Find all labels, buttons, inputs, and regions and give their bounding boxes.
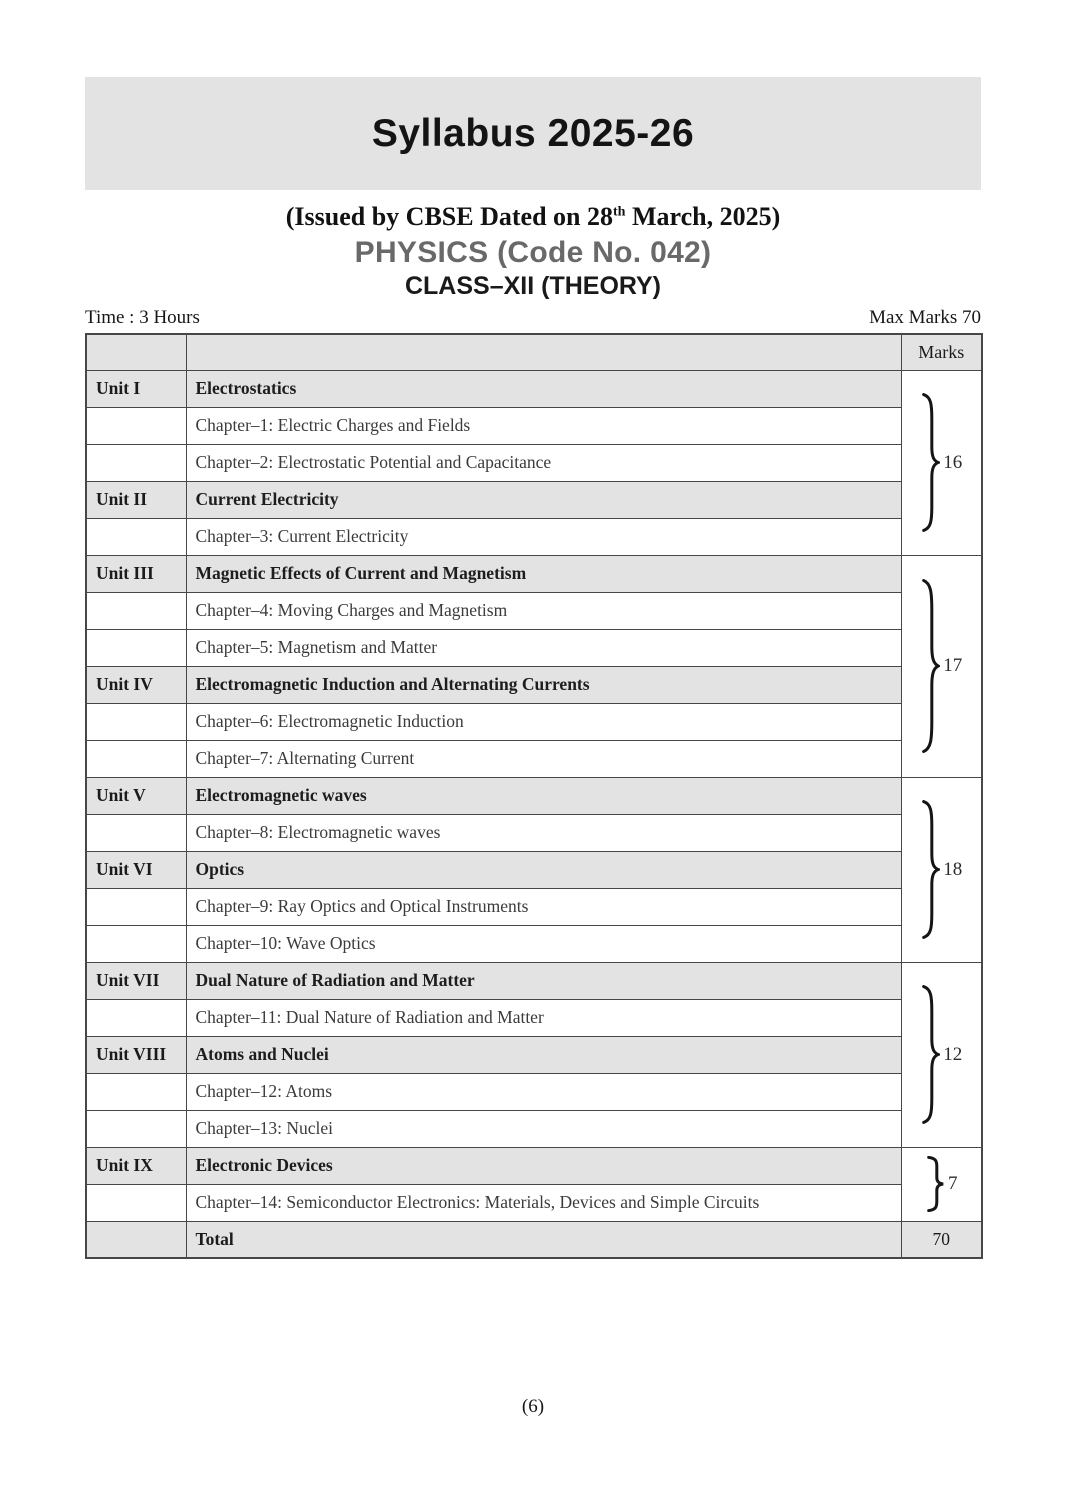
total-marks-cell: 70 — [901, 1221, 982, 1258]
unit-cell: Unit III — [86, 555, 186, 592]
marks-group-cell — [901, 370, 982, 555]
chapter-title-cell: Chapter–11: Dual Nature of Radiation and Matter — [186, 999, 901, 1036]
title-banner — [85, 77, 981, 190]
curly-brace-icon — [925, 1156, 945, 1212]
chapter-title-cell: Chapter–14: Semiconductor Electronics: Materials, Devices and Simple Circuits — [186, 1184, 901, 1221]
marks-group-cell — [901, 555, 982, 777]
unit-row — [86, 1147, 982, 1184]
unit-cell: Unit IV — [86, 666, 186, 703]
issued-line — [85, 202, 981, 232]
unit-title-cell: Dual Nature of Radiation and Matter — [186, 962, 901, 999]
syllabus-table — [85, 333, 983, 1259]
curly-brace-icon — [920, 983, 940, 1126]
unit-cell — [86, 925, 186, 962]
unit-row — [86, 1036, 982, 1073]
unit-title-cell: Current Electricity — [186, 481, 901, 518]
curly-brace-icon — [920, 391, 940, 534]
chapter-row — [86, 740, 982, 777]
marks-value: 18 — [943, 858, 963, 880]
page-content — [85, 0, 981, 1259]
curly-brace-icon — [920, 798, 940, 941]
subject-title: PHYSICS (Code No. 042) — [354, 236, 712, 269]
marks-group-cell — [901, 962, 982, 1147]
header-marks-cell: Marks — [901, 334, 982, 370]
chapter-title-cell: Chapter–5: Magnetism and Matter — [186, 629, 901, 666]
table-header-row — [86, 334, 982, 370]
unit-row — [86, 666, 982, 703]
unit-cell: Unit VII — [86, 962, 186, 999]
unit-title-cell: Optics — [186, 851, 901, 888]
issued-suffix: March, 2025) — [625, 202, 781, 231]
chapter-title-cell: Chapter–1: Electric Charges and Fields — [186, 407, 901, 444]
chapter-row — [86, 814, 982, 851]
header-title-cell — [186, 334, 901, 370]
unit-cell: Unit VIII — [86, 1036, 186, 1073]
unit-cell — [86, 740, 186, 777]
chapter-title-cell: Chapter–3: Current Electricity — [186, 518, 901, 555]
chapter-row — [86, 444, 982, 481]
unit-cell — [86, 1110, 186, 1147]
chapter-row — [86, 888, 982, 925]
unit-row — [86, 555, 982, 592]
chapter-row — [86, 925, 982, 962]
chapter-title-cell: Chapter–6: Electromagnetic Induction — [186, 703, 901, 740]
unit-cell — [86, 814, 186, 851]
total-empty-cell — [86, 1221, 186, 1258]
marks-value: 16 — [943, 451, 963, 473]
unit-cell — [86, 1073, 186, 1110]
page-title: Syllabus 2025-26 — [371, 111, 695, 155]
unit-cell — [86, 629, 186, 666]
unit-cell: Unit V — [86, 777, 186, 814]
chapter-row — [86, 1110, 982, 1147]
unit-title-cell: Electronic Devices — [186, 1147, 901, 1184]
chapter-title-cell: Chapter–4: Moving Charges and Magnetism — [186, 592, 901, 629]
unit-cell — [86, 592, 186, 629]
marks-value: 12 — [943, 1043, 963, 1065]
class-title: CLASS–XII (THEORY) — [404, 272, 662, 300]
unit-cell — [86, 999, 186, 1036]
marks-value: 7 — [948, 1173, 958, 1194]
time-marks-row — [85, 307, 981, 333]
unit-cell — [86, 518, 186, 555]
chapter-row — [86, 629, 982, 666]
chapter-row — [86, 592, 982, 629]
chapter-title-cell: Chapter–2: Electrostatic Potential and Capacitance — [186, 444, 901, 481]
chapter-title-cell: Chapter–7: Alternating Current — [186, 740, 901, 777]
marks-value: 17 — [943, 655, 963, 676]
unit-title-cell: Atoms and Nuclei — [186, 1036, 901, 1073]
chapter-title-cell: Chapter–10: Wave Optics — [186, 925, 901, 962]
time-label: Time : 3 Hours — [85, 307, 200, 328]
unit-title-cell: Electromagnetic Induction and Alternating Currents — [186, 666, 901, 703]
chapter-row — [86, 518, 982, 555]
unit-row — [86, 370, 982, 407]
issued-prefix: (Issued by CBSE Dated on 28 — [285, 202, 613, 231]
unit-title-cell: Electromagnetic waves — [186, 777, 901, 814]
unit-title-cell: Electrostatics — [186, 370, 901, 407]
unit-cell — [86, 888, 186, 925]
marks-group-cell — [901, 777, 982, 962]
unit-cell: Unit IX — [86, 1147, 186, 1184]
chapter-title-cell: Chapter–9: Ray Optics and Optical Instruments — [186, 888, 901, 925]
chapter-title-cell: Chapter–12: Atoms — [186, 1073, 901, 1110]
unit-cell — [86, 703, 186, 740]
chapter-row — [86, 1073, 982, 1110]
unit-cell — [86, 407, 186, 444]
chapter-row — [86, 999, 982, 1036]
unit-cell — [86, 1184, 186, 1221]
unit-cell — [86, 444, 186, 481]
chapter-row — [86, 703, 982, 740]
unit-row — [86, 962, 982, 999]
page-number: (6) — [521, 1396, 545, 1417]
marks-group-cell — [901, 1147, 982, 1221]
unit-row — [86, 481, 982, 518]
unit-cell: Unit I — [86, 370, 186, 407]
unit-title-cell: Magnetic Effects of Current and Magnetism — [186, 555, 901, 592]
unit-row — [86, 777, 982, 814]
issued-superscript: th — [613, 204, 626, 220]
unit-cell: Unit VI — [86, 851, 186, 888]
chapter-title-cell: Chapter–13: Nuclei — [186, 1110, 901, 1147]
chapter-title-cell: Chapter–8: Electromagnetic waves — [186, 814, 901, 851]
total-row — [86, 1221, 982, 1258]
chapter-row — [86, 1184, 982, 1221]
max-marks-label: Max Marks 70 — [869, 307, 981, 328]
chapter-row — [86, 407, 982, 444]
unit-cell: Unit II — [86, 481, 186, 518]
header-unit-cell — [86, 334, 186, 370]
curly-brace-icon — [920, 576, 940, 756]
total-label-cell: Total — [186, 1221, 901, 1258]
unit-row — [86, 851, 982, 888]
